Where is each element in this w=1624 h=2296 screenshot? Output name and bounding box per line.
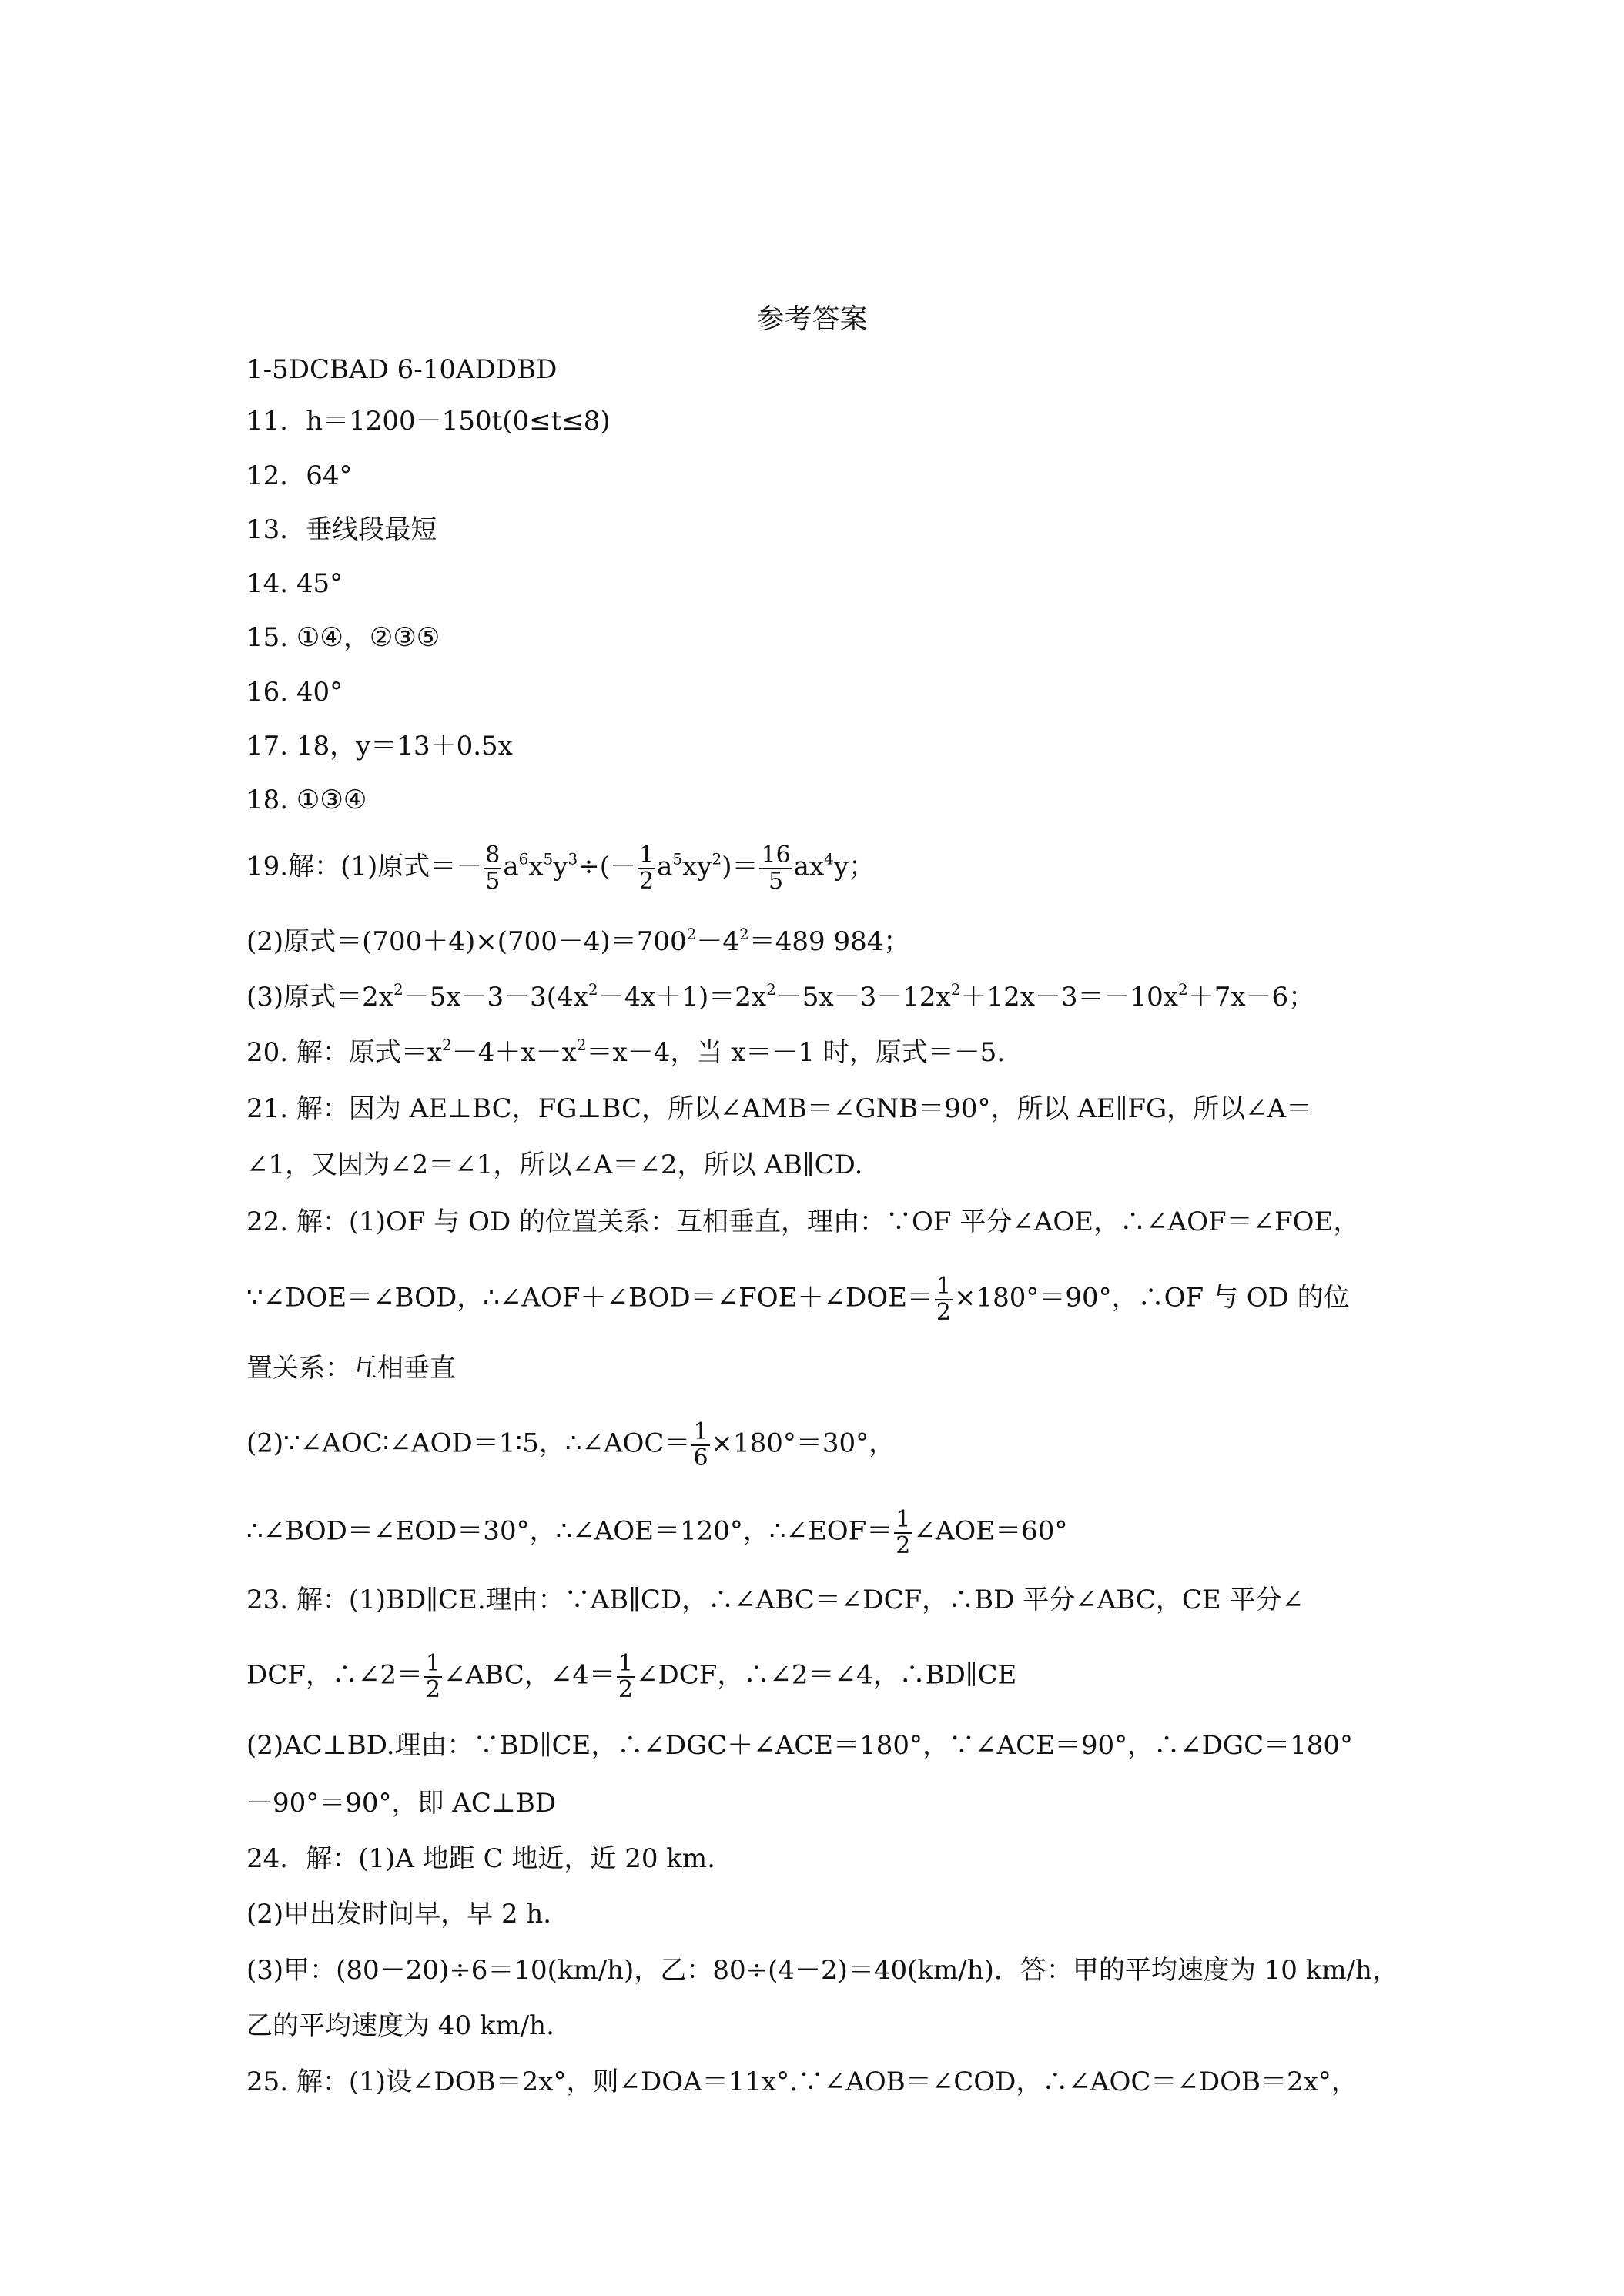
text: 20. 解：原式＝x (246, 1037, 443, 1068)
text: －4＋x－x (451, 1037, 577, 1068)
text: ∴∠BOD＝∠EOD＝30°，∴∠AOE＝120°，∴∠EOF＝ (246, 1515, 893, 1547)
denominator: 2 (936, 1298, 951, 1326)
fraction (424, 1652, 442, 1702)
answer-19-part2 (246, 926, 909, 957)
answer-1-10: 1-5DCBAD 6-10ADDBD (246, 354, 558, 385)
numerator: 16 (761, 842, 791, 869)
text: (2)原式＝(700＋4)×(700－4)＝700 (246, 926, 687, 957)
text: ÷(－ (578, 851, 636, 882)
text: ∠AOE＝60° (913, 1515, 1068, 1547)
exponent: 2 (576, 1036, 587, 1054)
answer-15: 15. ①④，②③⑤ (246, 622, 440, 653)
numerator: 1 (693, 1418, 708, 1445)
exponent: 5 (672, 849, 683, 869)
answer-23-line1: 23. 解：(1)BD∥CE.理由：∵AB∥CD，∴∠ABC＝∠DCF，∴BD 平分∠ABC，CE 平分∠ (246, 1585, 1304, 1615)
exponent: 2 (686, 925, 697, 943)
text: xy (682, 851, 712, 882)
answer-24-part2: (2)甲出发时间早，早 2 h. (246, 1899, 552, 1930)
fraction (935, 1274, 953, 1324)
text: a (503, 851, 519, 882)
text: －5x－3－12x (775, 982, 951, 1012)
text: ∠DCF，∴∠2＝∠4，∴BD∥CE (635, 1659, 1017, 1691)
text: ∠ABC，∠4＝ (444, 1659, 615, 1691)
text: ∵∠DOE＝∠BOD，∴∠AOF＋∠BOD＝∠FOE＋∠DOE＝ (246, 1282, 933, 1314)
denominator: 2 (618, 1675, 633, 1703)
numerator: 1 (936, 1273, 951, 1300)
answer-11: 11．h＝1200－150t(0≤t≤8) (246, 406, 611, 437)
denominator: 5 (768, 867, 784, 895)
denominator: 2 (638, 867, 655, 895)
fraction (484, 843, 501, 893)
fraction (759, 843, 792, 893)
text: (2)∵∠AOC∶∠AOD＝1∶5，∴∠AOC＝ (246, 1427, 691, 1459)
exponent: 2 (739, 925, 749, 943)
text: y (553, 851, 568, 882)
numerator: 8 (485, 842, 501, 869)
numerator: 1 (896, 1506, 911, 1533)
fraction (638, 843, 655, 893)
text: ＋12x－3＝－10x (960, 982, 1178, 1012)
answer-23-line2 (246, 1652, 1016, 1702)
text: ＝x－4，当 x＝－1 时，原式＝－5. (586, 1037, 1006, 1068)
answer-23-part2-line1: (2)AC⊥BD.理由：∵BD∥CE，∴∠DGC＋∠ACE＝180°，∵∠ACE＝90°，∴∠DGC＝180° (246, 1730, 1353, 1761)
answer-22-part2-line2 (246, 1508, 1067, 1558)
answer-21-line1: 21. 解：因为 AE⊥BC，FG⊥BC，所以∠AMB＝∠GNB＝90°，所以 AE∥FG，所以∠A＝ (246, 1093, 1313, 1124)
fraction (617, 1652, 635, 1702)
answer-22-part2 (246, 1420, 895, 1470)
text: ＋7x－6； (1187, 982, 1315, 1012)
exponent: 2 (442, 1036, 452, 1054)
text: DCF，∴∠2＝ (246, 1659, 423, 1691)
denominator: 2 (896, 1531, 911, 1559)
answer-22-line3: 置关系：互相垂直 (246, 1353, 456, 1384)
denominator: 5 (485, 867, 501, 895)
answer-14: 14. 45° (246, 568, 343, 599)
exponent: 2 (393, 980, 403, 999)
fraction (691, 1420, 709, 1470)
text: 19.解：(1)原式＝－ (246, 851, 483, 882)
answer-22-line1: 22. 解：(1)OF 与 OD 的位置关系：互相垂直，理由：∵OF 平分∠AOE，∴∠AOF＝∠FOE， (246, 1207, 1360, 1237)
text: －4 (696, 926, 740, 957)
exponent: 4 (824, 849, 834, 869)
answer-13: 13．垂线段最短 (246, 514, 437, 545)
answer-24-part3: (3)甲：(80－20)÷6＝10(km/h)，乙：80÷(4－2)＝40(km/h)．答：甲的平均速度为 10 km/h， (246, 1955, 1398, 1986)
numerator: 1 (638, 842, 655, 869)
denominator: 2 (426, 1675, 441, 1703)
exponent: 2 (766, 980, 776, 999)
text: ×180°＝30°， (711, 1427, 896, 1459)
fraction (894, 1508, 912, 1558)
exponent: 6 (518, 849, 529, 869)
text: －5x－3－3(4x (403, 982, 588, 1012)
answer-24-part1: 24．解：(1)A 地距 C 地近，近 20 km. (246, 1843, 715, 1874)
answer-19-part3 (246, 982, 1314, 1012)
answer-16: 16. 40° (246, 677, 343, 708)
text: x (528, 851, 544, 882)
answer-25-line1: 25. 解：(1)设∠DOB＝2x°，则∠DOA＝11x°.∵∠AOB＝∠COD，∴∠AOC＝∠DOB＝2x°， (246, 2067, 1358, 2097)
denominator: 6 (693, 1444, 708, 1471)
answer-22-line2 (246, 1274, 1350, 1324)
exponent: 2 (950, 980, 961, 999)
text: )＝ (722, 851, 758, 882)
text: ＝489 984； (748, 926, 910, 957)
answer-23-part2-line2: －90°＝90°，即 AC⊥BD (246, 1788, 557, 1819)
text: y； (833, 851, 876, 882)
text: －4x＋1)＝2x (598, 982, 767, 1012)
numerator: 1 (426, 1650, 441, 1677)
exponent: 5 (543, 849, 554, 869)
exponent: 2 (588, 980, 598, 999)
answer-19-part1 (246, 843, 875, 893)
exponent: 2 (1177, 980, 1188, 999)
answer-18: 18. ①③④ (246, 785, 367, 815)
answer-17: 17. 18，y＝13＋0.5x (246, 731, 513, 761)
exponent: 3 (568, 849, 578, 869)
text: ×180°＝90°，∴OF 与 OD 的位 (954, 1282, 1350, 1314)
answer-12: 12．64° (246, 460, 353, 491)
numerator: 1 (618, 1650, 633, 1677)
text: (3)原式＝2x (246, 982, 393, 1012)
exponent: 2 (712, 849, 722, 869)
text: ax (793, 851, 825, 882)
text: a (657, 851, 673, 882)
answer-20 (246, 1037, 1005, 1068)
answer-21-line2: ∠1，又因为∠2＝∠1，所以∠A＝∠2，所以 AB∥CD. (246, 1150, 863, 1180)
answer-24-part3-line2: 乙的平均速度为 40 km/h. (246, 2010, 554, 2041)
page-title: 参考答案 (756, 303, 868, 335)
